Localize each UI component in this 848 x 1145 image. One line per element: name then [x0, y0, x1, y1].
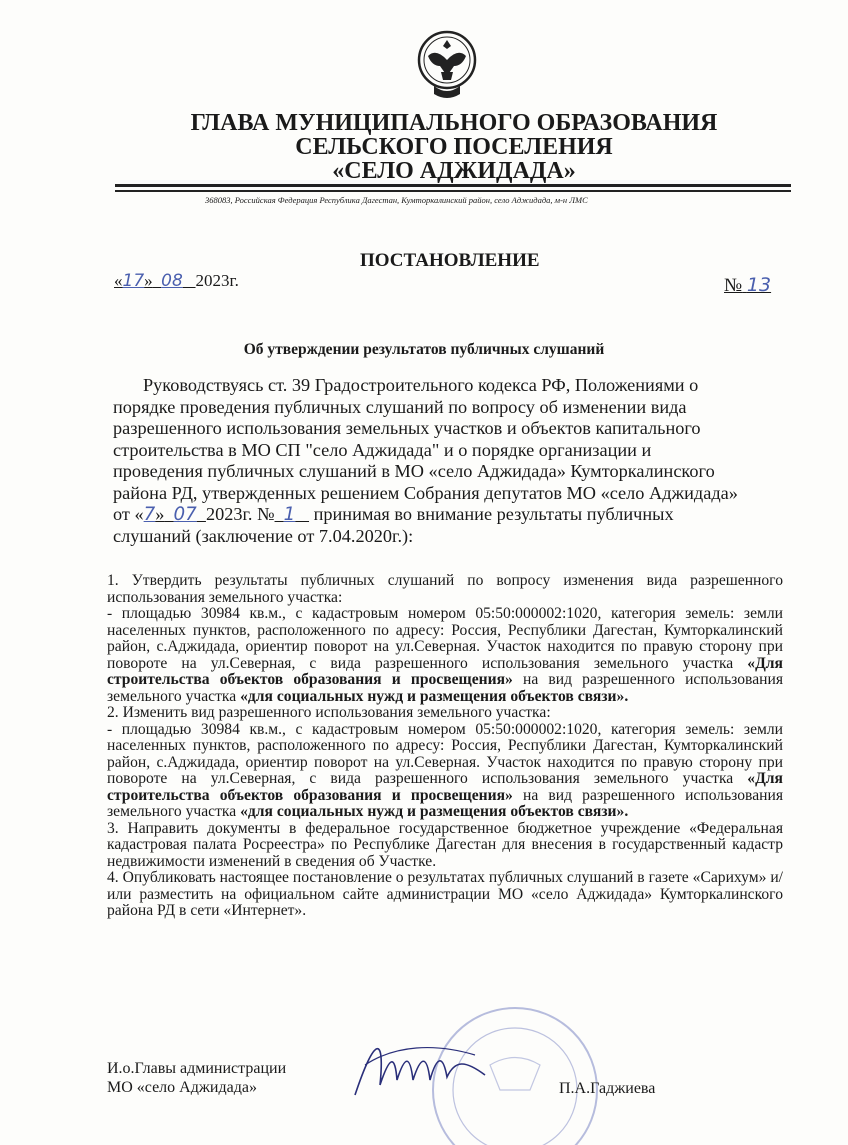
item-2-text-2: на вид разрешенного использования земельного участка	[107, 786, 783, 820]
ref-year-label: 2023г. №	[205, 504, 275, 524]
preamble-line-decision-ref	[113, 504, 785, 526]
signatory-title-2: МО «село Аджидада»	[107, 1079, 257, 1096]
handwritten-signature	[335, 1025, 495, 1105]
ref-day: 7	[143, 504, 156, 525]
number-value: 13	[746, 274, 772, 296]
preamble-line: порядке проведения публичных слушаний по вопросу об изменении вида	[113, 396, 687, 417]
preamble-line: Руководствуясь ст. 39 Градостроительного кодекса РФ, Положениями о	[143, 375, 699, 395]
document-subject: Об утверждении результатов публичных слушаний	[243, 341, 605, 358]
document-number	[724, 274, 771, 297]
coat-of-arms-emblem	[416, 30, 478, 102]
header-line-3: «СЕЛО АДЖИДАДА»	[332, 158, 576, 184]
item-2-new-use: «для социальных нужд и размещения объектов связи».	[240, 803, 629, 820]
signatory-title-1: И.о.Главы администрации	[107, 1060, 287, 1077]
preamble-line: слушаний (заключение от 7.04.2020г.):	[113, 525, 414, 546]
item-1-new-use: «для социальных нужд и размещения объектов связи».	[240, 687, 629, 705]
item-1-old-use: «Для строительства объектов образования и просвещения»	[107, 654, 783, 688]
item-1-details	[107, 606, 783, 705]
resolution-items	[107, 573, 783, 920]
preamble-line: проведения публичных слушаний в МО «село Аджидада» Кумторкалинского	[113, 461, 715, 481]
item-1-text: - площадью 30984 кв.м., с кадастровым номером 05:50:000002:1020, категория земель: земли населенных пунктов, расположенного по адресу: Россия, Республики Дагестан, Кумторкалинский район, с.Аджидада, ориентир поворот на ул.Северная. Участок находится по правую сторону при повороте на ул.Северная, с вида разрешенного использования земельного участка	[107, 605, 783, 672]
document-date	[114, 271, 239, 291]
date-month: 08	[161, 271, 183, 291]
item-2-details	[107, 722, 783, 821]
document-type: ПОСТАНОВЛЕНИЕ	[360, 250, 540, 271]
item-1: 1. Утвердить результаты публичных слушаний по вопросу изменения вида разрешенного использования земельного участка:	[107, 572, 783, 606]
header-line-2: СЕЛЬСКОГО ПОСЕЛЕНИЯ	[295, 134, 613, 160]
header-line-1: ГЛАВА МУНИЦИПАЛЬНОГО ОБРАЗОВАНИЯ	[190, 110, 718, 136]
item-2-text: - площадью 30984 кв.м., с кадастровым номером 05:50:000002:1020, категория земель: земли населенных пунктов, расположенного по адресу: Россия, Республики Дагестан, Кумторкалинский район, с.Аджидада, ориентир поворот на ул.Северная. Участок находится по правую сторону при повороте на ул.Северная, с вида разрешенного использования земельного участка	[107, 720, 783, 787]
signatory-name: П.А.Гаджиева	[559, 1080, 656, 1097]
number-label: №	[724, 275, 743, 296]
ref-number: 1	[283, 504, 296, 525]
item-2: 2. Изменить вид разрешенного использования земельного участка:	[107, 704, 551, 721]
preamble-line: разрешенного использования земельных участков и объектов капитального	[113, 418, 701, 438]
date-year: 2023г.	[195, 271, 239, 290]
item-4: 4. Опубликовать настоящее постановление о результатах публичных слушаний в газете «Сарихум» и/или разместить на официальном сайте администрации МО «село Аджидада» Кумторкалинского района РД в сети «Интернет».	[107, 869, 783, 919]
item-2-old-use: «Для строительства объектов образования и просвещения»	[107, 770, 783, 804]
ref-close-quote: »	[155, 504, 165, 524]
header-rule-thick	[115, 184, 791, 187]
date-open-quote: «	[114, 271, 123, 290]
date-day: 17	[122, 271, 145, 291]
preamble	[113, 375, 785, 547]
signatory-position	[107, 1059, 286, 1097]
ref-suffix: принимая во внимание результаты публичных	[309, 504, 674, 524]
ref-month: 07	[173, 504, 197, 525]
item-3: 3. Направить документы в федеральное государственное бюджетное учреждение «Федеральная кадастровая палата Росреестра» по Республике Дагестан для внесения в государственный кадастр недвижимости изменений в сведения об Участке.	[107, 819, 783, 870]
date-close-quote: »	[144, 271, 153, 290]
preamble-line: района РД, утвержденных решением Собрания депутатов МО «село Аджидада»	[113, 482, 738, 503]
ref-prefix: от «	[113, 504, 144, 524]
item-1-text-2: на вид разрешенного использования земельного участка	[107, 671, 783, 705]
header-address: 368083, Российская Федерация Республика Дагестан, Кумторкалинский район, село Аджидада, м-н ЛМС	[205, 195, 588, 205]
preamble-line: строительства в МО СП "село Аджидада" и о порядке организации и	[113, 439, 652, 460]
header-rule-thin	[115, 190, 791, 192]
